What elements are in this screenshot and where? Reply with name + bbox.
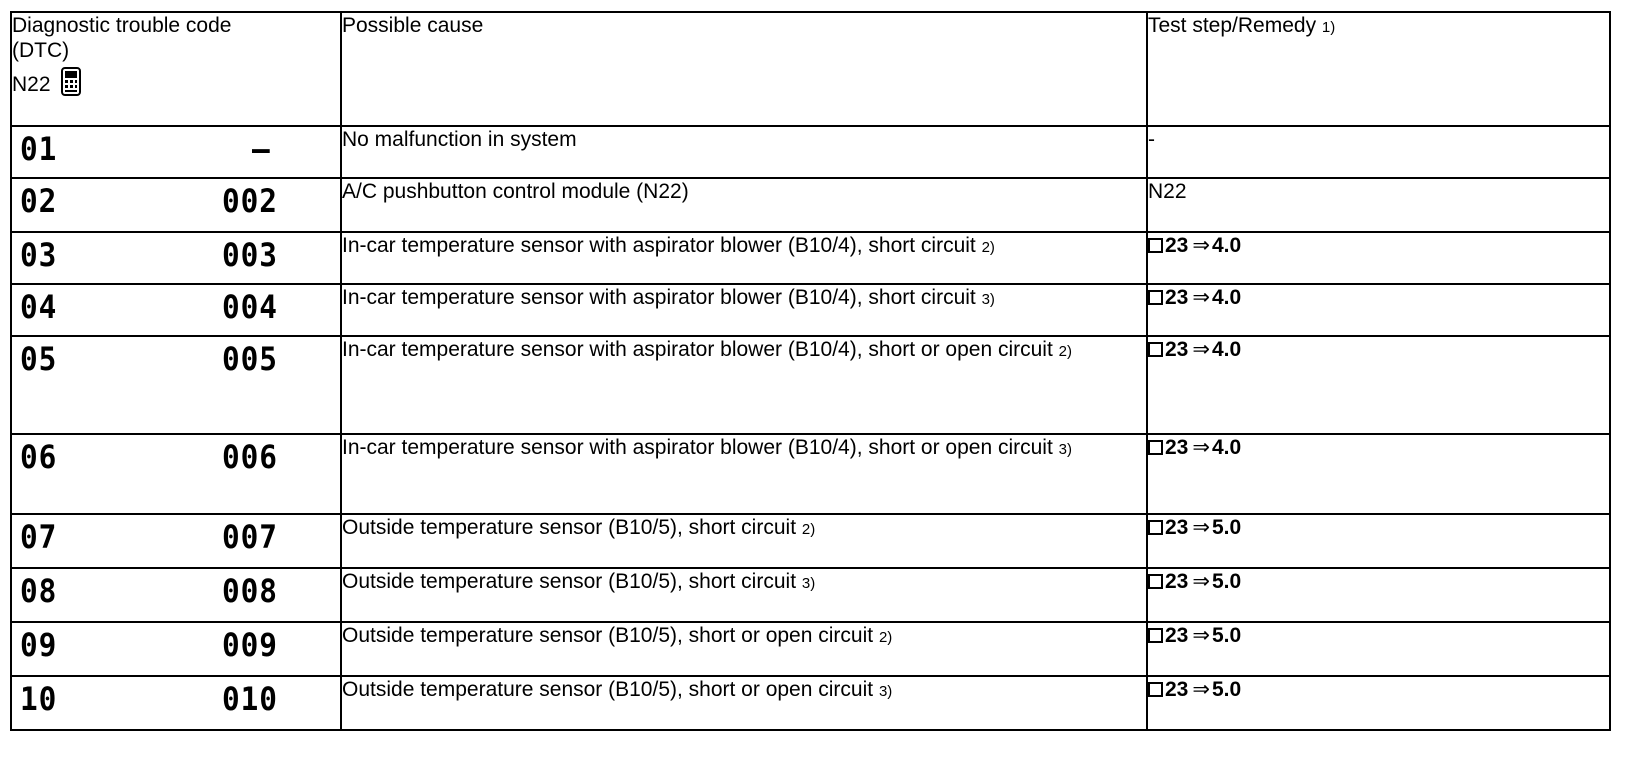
dtc-code-short: 01 bbox=[20, 130, 58, 168]
square-box-icon bbox=[1148, 682, 1163, 697]
possible-cause-text: In-car temperature sensor with aspirator blower (B10/4), short circuit bbox=[342, 286, 976, 309]
footnote-ref: 3) bbox=[801, 575, 816, 592]
footnote-ref: 3) bbox=[981, 291, 995, 308]
header-remedy-note: 1) bbox=[1321, 19, 1336, 36]
table-row bbox=[11, 232, 1610, 284]
dtc-code-cell bbox=[11, 622, 341, 676]
square-box-icon bbox=[1148, 628, 1163, 643]
possible-cause-cell bbox=[341, 126, 1147, 178]
arrow-right-icon: ⇒ bbox=[1192, 234, 1210, 257]
table-row bbox=[11, 284, 1610, 336]
square-box-icon bbox=[1148, 520, 1163, 535]
possible-cause-text: In-car temperature sensor with aspirator blower (B10/4), short circuit bbox=[342, 234, 976, 257]
remedy-link[interactable] bbox=[1148, 624, 1241, 647]
footnote-ref: 2) bbox=[1058, 343, 1072, 360]
remedy-cell bbox=[1147, 178, 1610, 232]
header-dtc-line1: Diagnostic trouble code bbox=[12, 14, 232, 37]
dtc-code-long: 008 bbox=[222, 572, 278, 610]
possible-cause-text: No malfunction in system bbox=[342, 128, 577, 151]
square-box-icon bbox=[1148, 238, 1163, 253]
header-remedy-label: Test step/Remedy bbox=[1148, 14, 1317, 37]
arrow-right-icon: ⇒ bbox=[1192, 436, 1210, 459]
dtc-table-body bbox=[11, 126, 1610, 730]
dtc-code-long: 003 bbox=[222, 236, 278, 274]
possible-cause-text: A/C pushbutton control module (N22) bbox=[342, 180, 689, 203]
dtc-code-cell bbox=[11, 434, 341, 514]
dtc-table bbox=[10, 11, 1611, 731]
dtc-code-short: 10 bbox=[20, 680, 58, 718]
possible-cause-cell bbox=[341, 434, 1147, 514]
remedy-step: 4.0 bbox=[1211, 234, 1242, 257]
dtc-code-long: 006 bbox=[222, 438, 278, 476]
dtc-code-short: 05 bbox=[20, 340, 58, 378]
possible-cause-text: Outside temperature sensor (B10/5), short or open circuit bbox=[342, 624, 874, 647]
remedy-test-number: 23 bbox=[1165, 570, 1189, 593]
dtc-code-cell bbox=[11, 232, 341, 284]
possible-cause-cell bbox=[341, 336, 1147, 434]
table-row bbox=[11, 568, 1610, 622]
remedy-cell bbox=[1147, 284, 1610, 336]
remedy-text: N22 bbox=[1148, 180, 1187, 203]
possible-cause-cell bbox=[341, 676, 1147, 730]
dtc-code-short: 07 bbox=[20, 518, 58, 556]
diagnostic-tester-icon bbox=[60, 67, 82, 103]
remedy-step: 5.0 bbox=[1211, 570, 1242, 593]
header-dtc-line3: N22 bbox=[12, 73, 51, 96]
table-row bbox=[11, 126, 1610, 178]
dtc-code-cell bbox=[11, 568, 341, 622]
possible-cause-cell bbox=[341, 568, 1147, 622]
footnote-ref: 3) bbox=[1058, 441, 1072, 458]
possible-cause-text: Outside temperature sensor (B10/5), short circuit bbox=[342, 570, 797, 593]
dtc-code-long: 004 bbox=[222, 288, 278, 326]
header-cause bbox=[341, 12, 1147, 126]
header-dtc bbox=[11, 12, 341, 126]
remedy-cell bbox=[1147, 434, 1610, 514]
remedy-step: 4.0 bbox=[1211, 436, 1242, 459]
dtc-code-cell bbox=[11, 514, 341, 568]
possible-cause-cell bbox=[341, 232, 1147, 284]
table-row bbox=[11, 676, 1610, 730]
dtc-code-short: 04 bbox=[20, 288, 58, 326]
footnote-ref: 2) bbox=[878, 629, 893, 646]
possible-cause-cell bbox=[341, 622, 1147, 676]
header-dtc-line2: (DTC) bbox=[12, 39, 70, 62]
remedy-link[interactable] bbox=[1148, 338, 1241, 361]
dtc-code-cell bbox=[11, 178, 341, 232]
table-row bbox=[11, 622, 1610, 676]
remedy-step: 5.0 bbox=[1211, 516, 1242, 539]
arrow-right-icon: ⇒ bbox=[1192, 338, 1210, 361]
footnote-ref: 2) bbox=[801, 521, 816, 538]
remedy-text: - bbox=[1148, 128, 1155, 151]
remedy-step: 4.0 bbox=[1211, 338, 1242, 361]
remedy-test-number: 23 bbox=[1165, 516, 1189, 539]
footnote-ref: 2) bbox=[981, 239, 995, 256]
remedy-link[interactable] bbox=[1148, 516, 1241, 539]
dtc-code-short: 02 bbox=[20, 182, 58, 220]
remedy-step: 5.0 bbox=[1211, 678, 1242, 701]
possible-cause-text: In-car temperature sensor with aspirator blower (B10/4), short or open circuit bbox=[342, 436, 1053, 459]
dtc-code-short: 06 bbox=[20, 438, 58, 476]
dtc-code-long: 010 bbox=[222, 680, 278, 718]
remedy-step: 5.0 bbox=[1211, 624, 1242, 647]
square-box-icon bbox=[1148, 440, 1163, 455]
dtc-code-cell bbox=[11, 676, 341, 730]
arrow-right-icon: ⇒ bbox=[1192, 286, 1210, 309]
remedy-test-number: 23 bbox=[1165, 286, 1189, 309]
dtc-code-cell bbox=[11, 126, 341, 178]
square-box-icon bbox=[1148, 342, 1163, 357]
header-cause-label: Possible cause bbox=[342, 14, 484, 37]
remedy-cell bbox=[1147, 232, 1610, 284]
remedy-test-number: 23 bbox=[1165, 234, 1189, 257]
remedy-cell bbox=[1147, 622, 1610, 676]
remedy-cell bbox=[1147, 126, 1610, 178]
remedy-cell bbox=[1147, 514, 1610, 568]
square-box-icon bbox=[1148, 290, 1163, 305]
remedy-link[interactable] bbox=[1148, 678, 1241, 701]
dtc-code-short: 03 bbox=[20, 236, 58, 274]
dtc-code-short: 09 bbox=[20, 626, 58, 664]
dtc-code-short: 08 bbox=[20, 572, 58, 610]
possible-cause-text: Outside temperature sensor (B10/5), short or open circuit bbox=[342, 678, 874, 701]
remedy-link[interactable] bbox=[1148, 234, 1241, 257]
dtc-code-long: 009 bbox=[222, 626, 278, 664]
remedy-link[interactable] bbox=[1148, 436, 1241, 459]
square-box-icon bbox=[1148, 574, 1163, 589]
remedy-link[interactable] bbox=[1148, 286, 1241, 309]
possible-cause-text: Outside temperature sensor (B10/5), short circuit bbox=[342, 516, 797, 539]
table-row bbox=[11, 434, 1610, 514]
arrow-right-icon: ⇒ bbox=[1192, 570, 1210, 593]
remedy-test-number: 23 bbox=[1165, 436, 1189, 459]
remedy-cell bbox=[1147, 676, 1610, 730]
remedy-link[interactable] bbox=[1148, 570, 1241, 593]
remedy-step: 4.0 bbox=[1211, 286, 1242, 309]
remedy-test-number: 23 bbox=[1165, 624, 1189, 647]
remedy-test-number: 23 bbox=[1165, 678, 1189, 701]
dtc-code-cell bbox=[11, 284, 341, 336]
remedy-cell bbox=[1147, 568, 1610, 622]
table-row bbox=[11, 336, 1610, 434]
header-row bbox=[11, 12, 1610, 126]
dtc-code-long: – bbox=[252, 130, 271, 168]
arrow-right-icon: ⇒ bbox=[1192, 624, 1210, 647]
possible-cause-cell bbox=[341, 178, 1147, 232]
dtc-code-long: 007 bbox=[222, 518, 278, 556]
dtc-code-long: 002 bbox=[222, 182, 278, 220]
arrow-right-icon: ⇒ bbox=[1192, 678, 1210, 701]
table-row bbox=[11, 514, 1610, 568]
table-row bbox=[11, 178, 1610, 232]
possible-cause-cell bbox=[341, 284, 1147, 336]
possible-cause-text: In-car temperature sensor with aspirator blower (B10/4), short or open circuit bbox=[342, 338, 1053, 361]
possible-cause-cell bbox=[341, 514, 1147, 568]
remedy-cell bbox=[1147, 336, 1610, 434]
remedy-test-number: 23 bbox=[1165, 338, 1189, 361]
arrow-right-icon: ⇒ bbox=[1192, 516, 1210, 539]
dtc-code-long: 005 bbox=[222, 340, 278, 378]
header-remedy bbox=[1147, 12, 1610, 126]
footnote-ref: 3) bbox=[878, 683, 893, 700]
dtc-code-cell bbox=[11, 336, 341, 434]
